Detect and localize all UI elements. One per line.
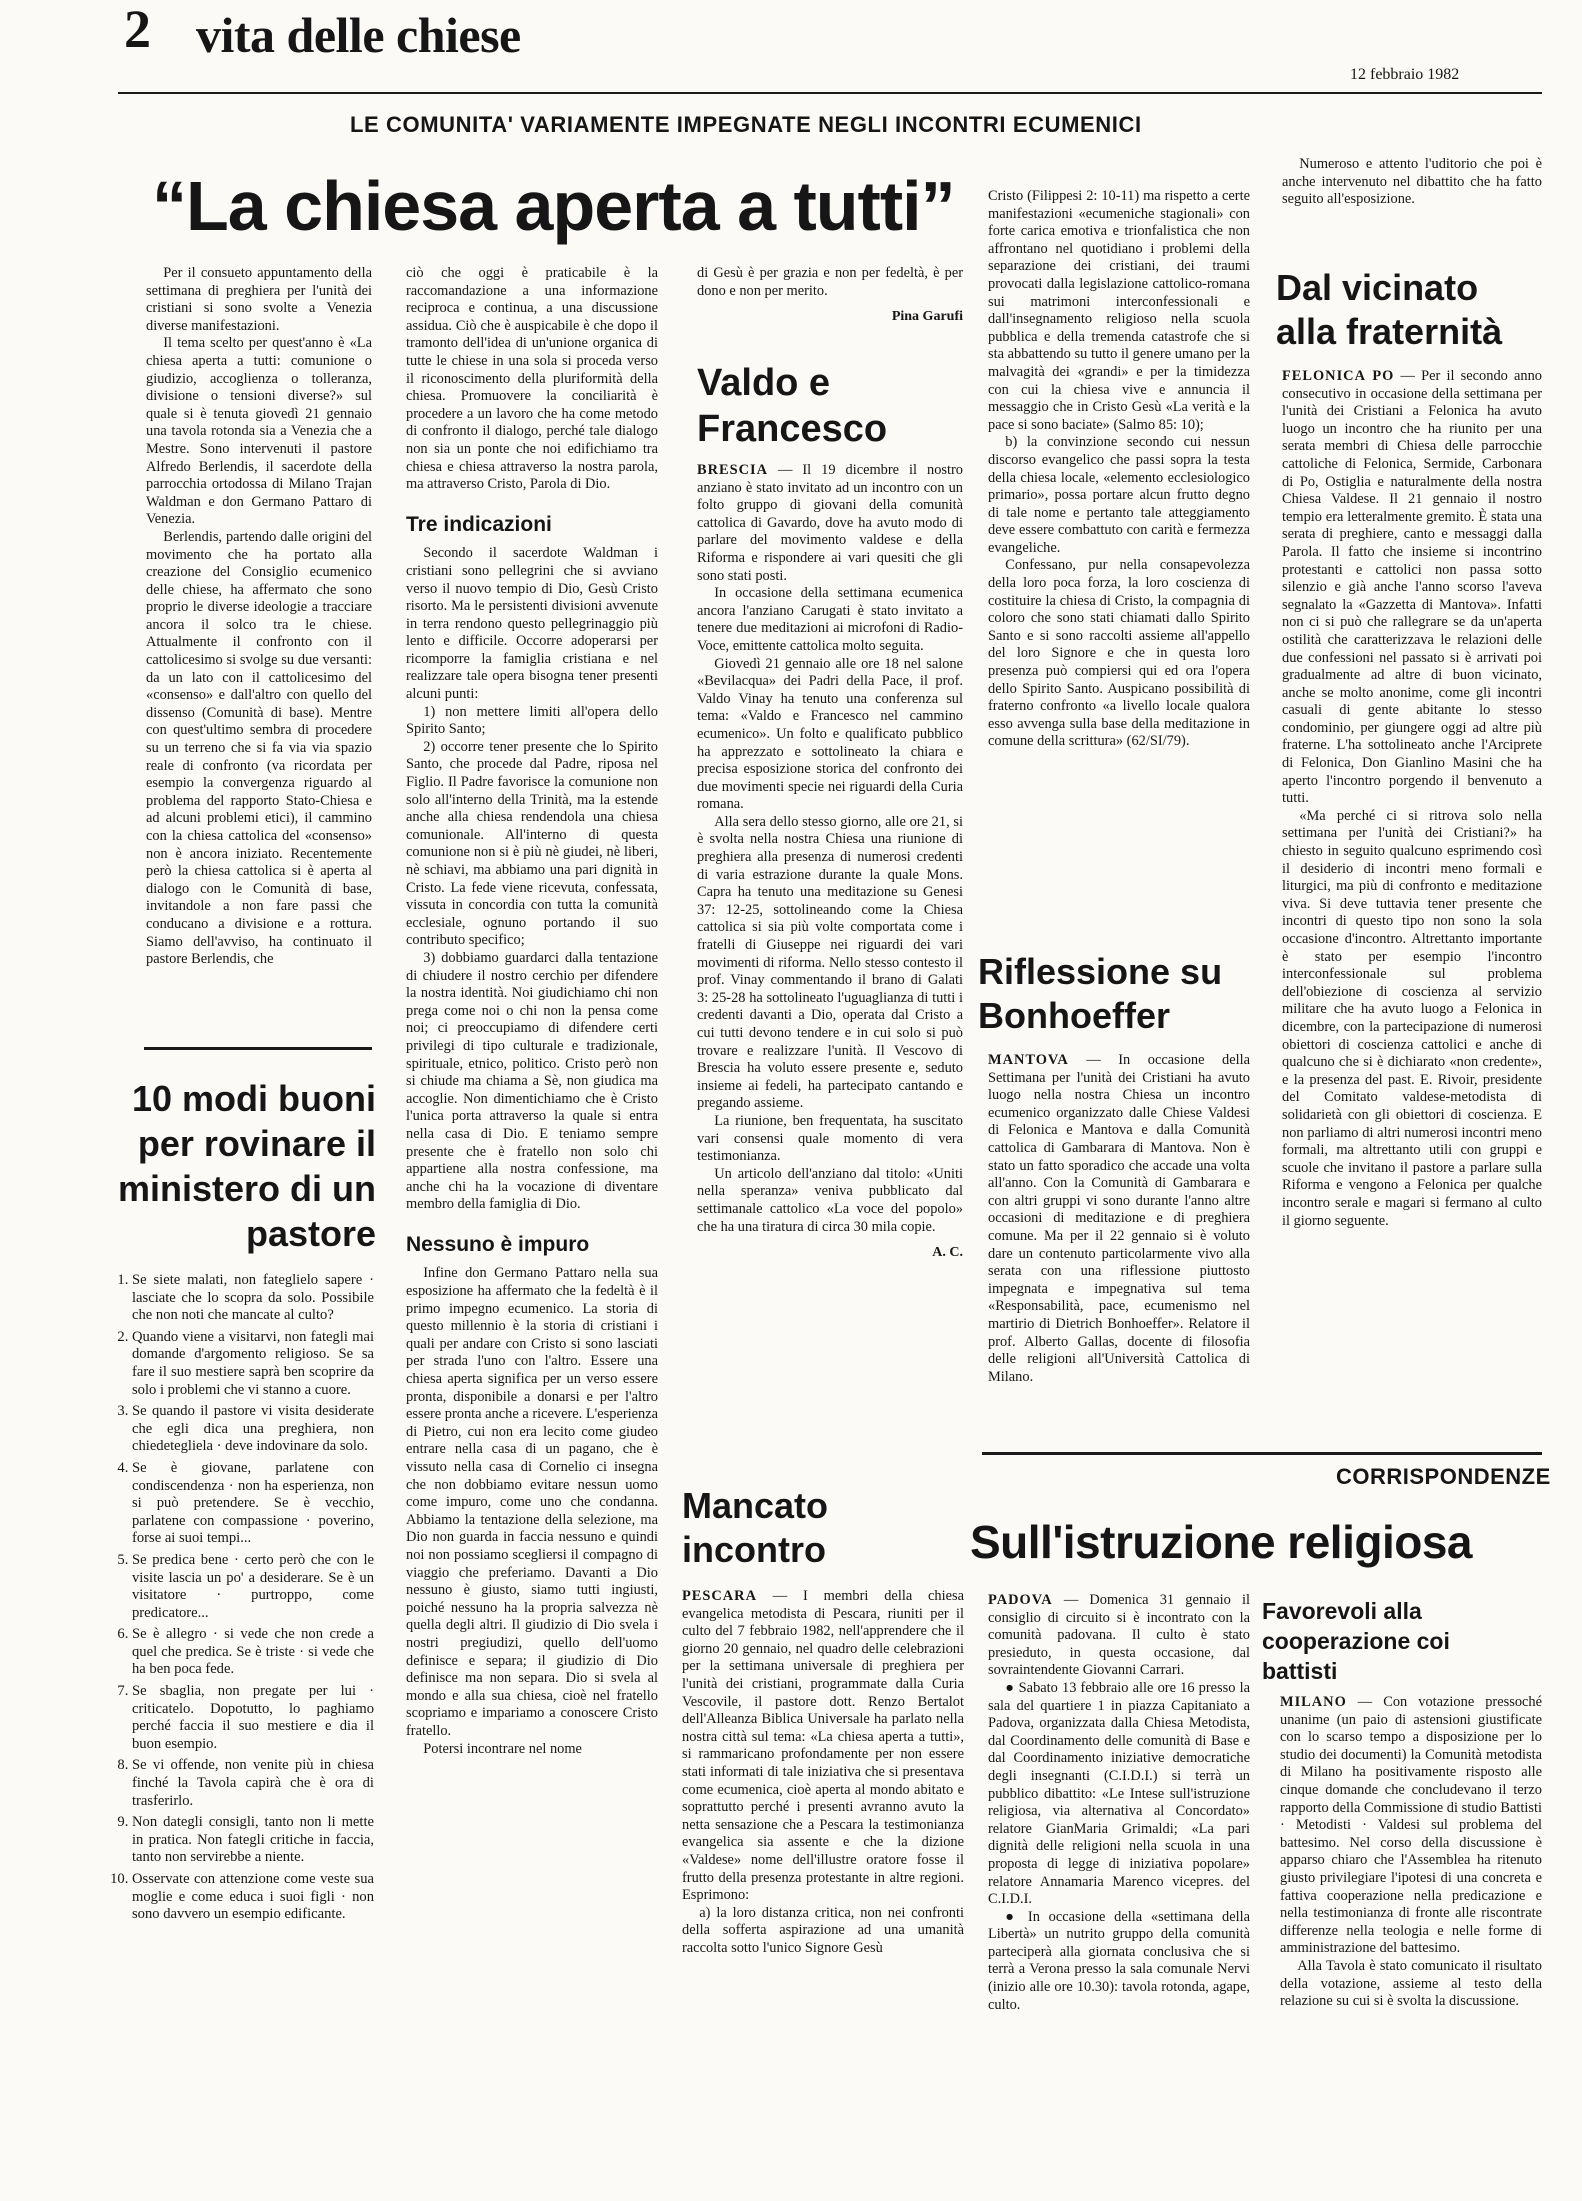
bonhoeffer-dateline: MANTOVA — [988, 1052, 1069, 1068]
nessuno-impuro-p2: Potersi incontrare nel nome — [423, 1740, 582, 1757]
padova-p1: PADOVA — Domenica 31 gennaio il consiglio di circuito si è incontrato con la comunità padovana. Il culto è stato presieduto, in questa occasione, dal sovraintendente Giovanni Carrari. — [988, 1592, 1250, 1679]
tre-indicazioni-intro: Secondo il sacerdote Waldman i cristiani sono pellegrini che si avviano verso il nuovo tempio di Dio, Gesù Cristo risorto. Ma le persistenti divisioni avvenute in terra rendono questo pellegrinaggio più lento e difficile. Occorre adoperarsi per ricomporre la famiglia cristiana e nel realizzare tale opera bisogna tener presenti alcuni punti: — [406, 545, 658, 703]
padova-p1-text: Domenica 31 gennaio il consiglio di circuito si è incontrato con la comunità padovana. Il culto è stato presieduto, in questa occasione, dal sovraintendente Giovanni Carrari. — [988, 1592, 1250, 1679]
main-article-col1 — [146, 265, 372, 969]
mancato-dateline: PESCARA — [682, 1588, 757, 1604]
ten-ways-item: 2. Quando viene a visitarvi, non fategli mai domande d'argomento religioso. Se sa fare il suo mestiere saprà ben scoprire da solo i problemi che vi stanno a cuore. — [132, 1329, 374, 1399]
valdo-article — [697, 462, 963, 1262]
mancato-p1-text: I membri della chiesa evangelica metodista di Pescara, riuniti per il culto del 7 febbraio 1982, nell'apprendere che il giorno 20 gennaio, nel quadro delle celebrazioni per la settimana universale di preghiera per l'unità dei cristiani, programmate dalla Curia Vescovile, il pastore dott. Renzo Bertalot dell'Alleanza Biblica Universale ha parlato nella nostra città sul tema: «La chiesa aperta a tutti», si rammaricano profondamente per non essere stati informati di tale iniziativa che si presentava come ecumenica, cioè aperta al mondo abitato e soprattutto perché i presenti avranno avuto la netta sensazione che a Pescara la testimonianza evangelica sia assente e che la dizione «Valdese» nome dell'illustre oratore fosse il frutto della presenza protestante in altre regioni. Esprimono: — [682, 1588, 964, 1904]
main-article-col2 — [406, 265, 658, 1758]
favorevoli-dateline: MILANO — [1280, 1694, 1347, 1710]
padova-p: ● In occasione della «settimana della Libertà» un nutrito gruppo della comunità parteciperà alla giornata conclusiva che si terrà a Verona presso la sala comunale Nervi (inizio alle ore 10.30): tavola rotonda, agape, culto. — [988, 1908, 1250, 2013]
ten-ways-item: 3. Se quando il pastore vi visita desiderate che egli dica una preghiera, non chiedetegliela · deve indovinare da solo. — [132, 1403, 374, 1456]
vicinato-p1: FELONICA PO — Per il secondo anno consecutivo in occasione della settimana per l'unità dei Cristiani a Felonica ha avuto luogo un incontro che ha riunito per una serata membri di Chiesa delle parrocchie cattoliche di Felonica, Sermide, Carbonara di Po, Ostiglia e naturalmente della nostra Chiesa Valdese. Il 21 gennaio il nostro tempio era letteralmente gremito. È stata una serata di preghiere, canto e messaggi dalla Parola. Il fatto che insieme si incontrino protestanti e cattolici non passa sotto silenzio e già anche l'anno scorso l'aveva segnalato la «Gazzetta di Mantova». Infatti non ci si può che rallegrare se da un'aperta ostilità che caratterizzava le relazioni delle due confessioni nel passato si è arrivati poi gradualmente ad altre di buon vicinato, anche se molto anonime, come gli incontri casuali di gente abitante lo stesso condominio, per giungere oggi ad altre più fraterne. L'ha sottolineato anche l'Arciprete di Felonica, Don Gianlino Masini che ha aperto l'incontro porgendo il benvenuto a tutti. — [1282, 368, 1542, 807]
mancato-title: Mancato incontro — [682, 1485, 829, 1570]
valdo-dateline: BRESCIA — [697, 462, 768, 478]
main-col2-p1: ciò che oggi è praticabile è la raccomandazione a una informazione reciproca e continua, a una discussione assidua. Ciò che è auspicabile è che dopo il tramonto dell'idea di un'unione organica di tutte le chiese in una sola si proceda verso il riconoscimento della pluriformità della chiesa. Promuovere la conciliarità è procedere a un lavoro che ha come metodo di confronto il dialogo, perché tale dialogo non sia un ponte che noi edifichiamo tra chiesa e chiesa attraverso la nostra parola, ma attraverso Cristo, Parola di Dio. — [406, 265, 658, 493]
ten-ways-item: 4. Se è giovane, parlatene con condiscendenza · non ha esperienza, non si può pretendere. Se è vecchio, parlatene con compassione · poverino, forse ai suoi tempi... — [132, 1460, 374, 1548]
ten-ways-item: 1. Se siete malati, non fateglielo sapere · lasciate che lo scopra da solo. Possibile che non noti che mancate al culto? — [132, 1272, 374, 1325]
tre-indicazioni-point: 1) non mettere limiti all'opera dello Spirito Santo; — [406, 703, 658, 738]
nessuno-impuro-p1: Infine don Germano Pattaro nella sua esposizione ha affermato che la fedeltà è il primo impegno ecumenico. La storia di questo millennio è la storia di cristiani i quali per andare con Cristo si sono lasciati per strada l'uno con l'altro. Essere una chiesa aperta significa per un verso essere pronta, disponibile a donarsi e per l'altro essere pronta anche a ricevere. L'esperienza di Pietro, cui non era lecito come giudeo entrare nella casa di un pagano, che è vissuto nella casa di Cornelio ci insegna che non dobbiamo evitare nessun uomo come impuro, come uno che condanna. Abbiamo la tentazione della selezione, ma Dio non guarda in faccia nessuno e quindi noi non possiamo scegliersi il compagno di viaggio che preferiamo. Davanti a Dio nessuno è giusto, siamo tutti ingiusti, poiché nessuno ha la propria salvezza nè quella degli altri. Il giudizio di Dio svela i nostri pregiudizi, quello dell'uomo definisce e separa; il giudizio di Dio definisce ma non separa. Dio si svela al mondo e alla sua chiesa, cioè nel fratello scopriamo e impariamo a conoscere Cristo fratello. — [406, 1265, 658, 1739]
issue-date: 12 febbraio 1982 — [1350, 66, 1460, 83]
main-col1-p3: Berlendis, partendo dalle origini del movimento che ha portato alla creazione del Consiglio ecumenico delle chiese, ha affermato che sono proprio le diverse ideologie a tracciare ancora il solco tra le chiese. Attualmente il confronto con il cattolicesimo si svolge su due versanti: da un lato con il cattolicesimo del «consenso» e dall'altro con quello del dissenso (Comunità di base). Mentre con quest'ultimo sembra di procedere su un terreno che si fa via via spazio reale di confronto (va ricordata per esempio la convergenza riguardo al problema del rapporto Stato-Chiesa e ad alcuni problemi etici), il cammino con la chiesa cattolica del «consenso» non è ancora iniziato. Recentemente però la chiesa cattolica si è aperta al dialogo con le Comunità di base, invitandole a non fare passi che conducano a divisione e a rottura. Siamo dell'avviso, ha continuato il pastore Berlendis, che — [146, 528, 372, 968]
col4-b: b) la convinzione secondo cui nessun discorso evangelico che passi sopra la testa della chiesa locale, «elemento ecclesiologico primario», possa portare alcun frutto degno di tale nome e pertanto tale atteggiamento deve essere combattuto con carità e fermezza evangeliche. — [988, 434, 1250, 556]
favorevoli-article — [1280, 1694, 1542, 2011]
valdo-p: Un articolo dell'anziano dal titolo: «Uniti nella speranza» veniva pubblicato dal settimanale cattolico «La voce del popolo» che ha una tiratura di circa 30 mila copie. — [697, 1165, 963, 1235]
valdo-p: In occasione della settimana ecumenica ancora l'anziano Carugati è stato invitato a tenere due meditazioni ai microfoni di Radio-Voce, emittente cattolica molto seguita. — [697, 585, 963, 654]
corrispondenze-label: CORRISPONDENZE — [1336, 1464, 1551, 1489]
valdo-signature: A. C. — [932, 1245, 963, 1261]
ten-ways-item: 6. Se è allegro · si vede che non crede a quel che predica. Se è triste · si vede che ha ben poca fede. — [132, 1626, 374, 1679]
favorevoli-p1: MILANO — Con votazione pressoché unanime (un paio di astensioni giustificate con lo scarso tempo a disposizione per lo studio dei documenti) la Comunità metodista di Milano ha positivamente risposto alle cinque domande che concludevano il terzo rapporto della Commissione di studio Battisti · Metodisti · Valdesi sul problema del battesimo. Nel corso della discussione è apparso chiaro che l'Assemblea ha ritenuto giusto privilegiare l'ipotesi di una concreta e fattiva cooperazione nella predicazione e nella testimonianza di fronte alle riscontrate differenze nella teologia e nelle forme di amministrazione del battesimo. — [1280, 1694, 1542, 1957]
bonhoeffer-p2: Numeroso e attento l'uditorio che poi è anche intervenuto nel dibattito che ha fatto seguito all'esposizione. — [1282, 156, 1542, 208]
padova-dateline: PADOVA — [988, 1592, 1053, 1608]
valdo-p1-text: Il 19 dicembre il nostro anziano è stato invitato ad un incontro con un folto gruppo di giovani della comunità cattolica di Gavardo, dove ha avuto modo di parlare del movimento valdese e della Riforma e rispondere ai vari quesiti che gli sono stati posti. — [697, 462, 963, 584]
bonhoeffer-p1-text: In occasione della Settimana per l'unità dei Cristiani ha avuto luogo nella nostra Chiesa un incontro ecumenico organizzato dalle Chiese Valdesi di Felonica e Mantova e dalla Comunità cattolica di Gambarara di Mantova. Non è stato un fatto sporadico che accade una volta all'anno. Con la Comunità di Gambarara e con altri gruppi vi sono durante l'anno altre occasioni di meditazione e di preghiera comune. Ma per il 22 gennaio si è voluto dare un contenuto particolarmente vivo alla serata con una riflessione piuttosto impegnata e impegnativa sul tema «Responsabilità, pace, ecumenismo nel martirio di Dietrich Bonhoeffer». Relatore il prof. Alberto Gallas, docente di filosofia delle religioni all'Università Cattolica di Milano. — [988, 1052, 1250, 1385]
col4-top: Cristo (Filippesi 2: 10-11) ma rispetto a certe manifestazioni «ecumeniche stagionali» con forte carica emotiva e trionfalistica che non affrontano nel quotidiano i problemi della separazione dei cristiani, dei traumi provocati dalla legislazione cattolico-romana sui matrimoni interconfessionali e dall'insegnamento religioso nella scuola pubblica e della tremenda catastrofe che si sta abbattendo su tutto il genere umano per la malvagità dei «grandi» e per la timidezza con cui la chiesa vive e annuncia il messaggio che in Cristo Gesù «La verità e la pace si sono baciate» (Salmo 85: 10); — [988, 188, 1250, 433]
favorevoli-p2: Alla Tavola è stato comunicato il risultato della votazione, assieme al testo della relazione su cui si è svolta la discussione. — [1280, 1957, 1542, 2010]
main-signature: Pina Garufi — [891, 309, 963, 325]
favorevoli-title: Favorevoli alla cooperazione coi battisti — [1262, 1598, 1450, 1684]
bonhoeffer-article — [988, 1052, 1250, 1386]
tre-indicazioni-point: 3) dobbiamo guardarci dalla tentazione di chiudere il nostro cerchio per difendere la nostra identità. Noi giudichiamo chi non prega come noi o chi non la pensa come noi; ci preoccupiamo di difendere certi privilegi di tipo culturale e tradizionale, spirituale, etnico, politico. Cristo però non si chiude ma chiama a Sè, non giudica ma accoglie. Non dimentichiamo che è Cristo l'unica porta attraverso la quale si entra nella casa di Dio. E teniamo sempre presente che è fratello non solo chi appartiene alla nostra confessione, ma anche chi ha la vocazione di diventare membro della famiglia di Dio. — [406, 949, 658, 1213]
subhead-tre-indicazioni: Tre indicazioni — [406, 512, 552, 536]
valdo-title: Valdo e Francesco — [697, 362, 888, 450]
ten-ways-item: 9. Non dategli consigli, tanto non li mette in pratica. Non fategli critiche in faccia, tanto non servirebbe a niente. — [132, 1814, 374, 1867]
main-headline: “La chiesa aperta a tutti” — [152, 167, 955, 245]
main-article-col3 — [697, 265, 963, 326]
mancato-p2: a) la loro distanza critica, non nei confronti della sofferta aspirazione ad una umanità raccolta sotto l'unico Signore Gesù — [682, 1904, 964, 1956]
vicinato-article — [1282, 368, 1542, 1230]
kicker: LE COMUNITA' VARIAMENTE IMPEGNATE NEGLI INCONTRI ECUMENICI — [350, 112, 1142, 137]
col1-divider-rule — [144, 1047, 372, 1050]
header-rule — [118, 92, 1542, 94]
ten-ways-item: 5. Se predica bene · certo però che con le visite lascia un po' a desiderare. Se è un visitatore · purtroppo, come predicatore... — [132, 1552, 374, 1622]
tre-indicazioni-point: 2) occorre tener presente che lo Spirito Santo, che procede dal Padre, riposa nel Figlio. Il Padre favorisce la comunione non solo all'interno della Trinità, ma la estende anche alla chiesa rendendola una chiesa comunionale. All'interno di questa comunione non si è più nè giudei, nè liberi, nè schiavi, ma abbiamo una pari dignità in Cristo. La fede viene ricevuta, confessata, vissuta in concordia con tutta la comunità ecclesiale, ognuno portando il suo contributo specifico; — [406, 738, 658, 949]
corrispondenze-headline: Sull'istruzione religiosa — [970, 1516, 1472, 1568]
vicinato-p2: «Ma perché ci si ritrova solo nella settimana per l'unità dei Cristiani?» ha chiesto in seguito qualcuno esprimendo così il desiderio di incontri meno formali e liturgici, ma più di confronto e meditazione viva. Si deve tuttavia tener presente che incontri di questo tipo non sono la sola occasione d'incontro. Altrettanto importante è stato per esempio l'incontro interconfessionale sul problema dell'obiezione di coscienza al servizio militare che ha avuto luogo a Felonica in dicembre, con la partecipazione di numerosi obiettori di coscienza cattolici e anche di qualcuno che si è dichiarato «non credente», e la presenza del past. E. Rivoir, presidente del Comitato valdese-metodista di solidarietà con gli obiettori di coscienza. E non parliamo di altri numerosi incontri meno formali, ma altrettanto utili con gruppi e scuole che invitano il pastore a parlare sulla Riforma e vengono a Felonica per qualche incontro serale e magari si fermano al culto il giorno seguente. — [1282, 807, 1542, 1229]
ten-ways-item: 8. Se vi offende, non venite più in chiesa finché la Tavola capirà che è ora di trasferirlo. — [132, 1757, 374, 1810]
col4-c: Confessano, pur nella consapevolezza della loro poca forza, la loro coscienza di costituire la chiesa di Cristo, la compagnia di coloro che sono stati chiamati dallo Spirito Santo e si sono raccolti assieme all'appello del loro Signore e che in questa loro presenza può compiersi qui ed ora l'opera dello Spirito Santo. Auspicano possibilità di fraterno confronto «a livello locale qualora esso avvenga sulla base della meditazione in comune della scrittura» (62/SI/79). — [988, 557, 1250, 750]
padova-p: ● Sabato 13 febbraio alle ore 16 presso la sala del quartiere 1 in piazza Capitaniato a Padova, organizzata dalla Chiesa Metodista, dal Coordinamento delle comunità di Base e dal Coordinamento iniziative democratiche degli insegnanti (C.I.D.I.) si terrà un pubblico dibattito: «Le Intese sull'istruzione religiosa, via alternativa al Concordato» relatore GianMaria Grimaldi; «La pari dignità delle religioni nella scuola in una proposta di legge di iniziativa popolare» relatore Annamaria Marenco vicepres. del C.I.D.I. — [988, 1679, 1250, 1908]
valdo-p: Alla sera dello stesso giorno, alle ore 21, si è svolta nella nostra Chiesa una riunione di preghiera alla presenza di numerosi credenti di varia estrazione durante la quale Mons. Capra ha tenuto una meditazione su Genesi 37: 12-25, sottolineando come la Chiesa cattolica si sia più volte comportata come i fratelli di Giuseppe nei riguardi dei vari movimenti di riforma. Nello stesso contesto il prof. Vinay commentando il brano di Galati 3: 25-28 ha sottolineato l'uguaglianza di tutti i credenti davanti a Dio, operata dal Cristo a cui tutti devono tendere e in cui solo si può trovare e realizzare l'unità. Il Vescovo di Brescia ha voluto essere presente e, seduto insieme ai fedeli, ha partecipato cantando e pregando assieme. — [697, 813, 963, 1112]
bonhoeffer-title: Riflessione su Bonhoeffer — [978, 951, 1223, 1036]
ten-ways-list — [102, 1272, 374, 1928]
ten-ways-item: 10. Osservate con attenzione come veste sua moglie e come educa i suoi figli · non sono davvero un esempio edificante. — [132, 1871, 374, 1924]
subhead-nessuno-impuro: Nessuno è impuro — [406, 1232, 590, 1256]
bonhoeffer-continuation — [1282, 156, 1542, 209]
main-col3-top: di Gesù è per grazia e non per fedeltà, è per dono e non per merito. — [697, 265, 963, 299]
ten-ways-item: 7. Se sbaglia, non pregate per lui · criticatelo. Dopotutto, lo paghiamo perché faccia il suo mestiere e dia il buon esempio. — [132, 1683, 374, 1753]
corrispondenze-rule — [982, 1452, 1542, 1455]
page-number: 2 — [124, 0, 151, 59]
padova-article — [988, 1592, 1250, 2014]
mancato-article — [682, 1588, 964, 1957]
valdo-p1: BRESCIA — Il 19 dicembre il nostro anziano è stato invitato ad un incontro con un folto gruppo di giovani della comunità cattolica di Gavardo, dove ha avuto modo di parlare del movimento valdese e della Riforma e rispondere ai vari quesiti che gli sono stati posti. — [697, 462, 963, 584]
main-col1-p2: Il tema scelto per quest'anno è «La chiesa aperta a tutti: comunione o giudizio, accoglienza o tolleranza, divisione o tensioni diverse?» sul quale si è tenuta giovedì 21 gennaio una tavola rotonda sia a Venezia che a Mestre. Sono intervenuti il pastore Alfredo Berlendis, il sacerdote della parrocchia ortodossa di Milano Trajan Waldman e don Germano Pattaro di Venezia. — [146, 335, 372, 528]
valdo-p: La riunione, ben frequentata, ha suscitato vari consensi quale momento di vera testimonianza. — [697, 1112, 963, 1165]
vicinato-p1-text: Per il secondo anno consecutivo in occasione della settimana per l'unità dei Cristiani a Felonica ha avuto luogo un incontro che ha riunito per una serata membri di Chiesa delle parrocchie cattoliche di Felonica, Sermide, Carbonara di Po, Ostiglia e naturalmente della nostra Chiesa Valdese. Il 21 gennaio il nostro tempio era letteralmente gremito. È stata una serata di preghiere, canto e messaggi dalla Parola. Il fatto che insieme si incontrino protestanti e cattolici non passa sotto silenzio e già anche l'anno scorso l'aveva segnalato la «Gazzetta di Mantova». Infatti non ci si può che rallegrare se da un'aperta ostilità che caratterizzava le relazioni delle due confessioni nel passato si è arrivati poi gradualmente ad altre di buon vicinato, anche se molto anonime, come gli incontri casuali di gente abitante lo stesso condominio, per giungere oggi ad altre più fraterne. L'ha sottolineato anche l'Arciprete di Felonica, Don Gianlino Masini che ha aperto l'incontro porgendo il benvenuto a tutti. — [1282, 368, 1542, 807]
vicinato-title: Dal vicinato alla fraternità — [1276, 267, 1503, 352]
section-title: vita delle chiese — [196, 7, 521, 63]
mancato-p1: PESCARA — I membri della chiesa evangelica metodista di Pescara, riuniti per il culto del 7 febbraio 1982, nell'apprendere che il giorno 20 gennaio, nel quadro delle celebrazioni per la settimana universale di preghiera per l'unità dei cristiani, programmate dalla Curia Vescovile, il pastore dott. Renzo Bertalot dell'Alleanza Biblica Universale ha parlato nella nostra città sul tema: «La chiesa aperta a tutti», si rammaricano profondamente per non essere stati informati di tale iniziativa che si presentava come ecumenica, cioè aperta al mondo abitato e soprattutto perché i presenti avranno avuto la netta sensazione che a Pescara la testimonianza evangelica sia assente e che la dizione «Valdese» nome dell'illustre oratore fosse il frutto della presenza protestante in altre regioni. Esprimono: — [682, 1588, 964, 1904]
bonhoeffer-p1: MANTOVA — In occasione della Settimana per l'unità dei Cristiani ha avuto luogo nella nostra Chiesa un incontro ecumenico organizzato dalle Chiese Valdesi di Felonica e Mantova e dalla Comunità cattolica di Gambarara di Mantova. Non è stato un fatto sporadico che accade una volta all'anno. Con la Comunità di Gambarara e con altri gruppi vi sono durante l'anno altre occasioni di meditazione e di preghiera comune. Ma per il 22 gennaio si è voluto dare un contenuto particolarmente vivo alla serata con una riflessione piuttosto impegnata e impegnativa sul tema «Responsabilità, pace, ecumenismo nel martirio di Dietrich Bonhoeffer». Relatore il prof. Alberto Gallas, docente di filosofia delle religioni all'Università Cattolica di Milano. — [988, 1052, 1250, 1385]
col4-continuation — [988, 188, 1250, 751]
vicinato-dateline: FELONICA PO — [1282, 368, 1395, 384]
favorevoli-p1-text: Con votazione pressoché unanime (un paio di astensioni giustificate con lo scarso tempo a disposizione per lo studio dei documenti) la Comunità metodista di Milano ha positivamente risposto alle cinque domande che concludevano il terzo rapporto della Commissione di studio Battisti · Metodisti · Valdesi sul problema del battesimo. Nel corso della discussione è apparso chiaro che l'Assemblea ha ritenuto giusto privilegiare l'ipotesi di una concreta e fattiva cooperazione nella predicazione e nella testimonianza di fronte alle riscontrate differenze nella teologia e nelle forme di amministrazione del battesimo. — [1280, 1694, 1542, 1957]
main-col1-p1: Per il consueto appuntamento della settimana di preghiera per l'unità dei cristiani si sono svolte a Venezia diverse manifestazioni. — [146, 265, 372, 334]
ten-ways-title: 10 modi buoni per rovinare il ministero di un pastore — [117, 1078, 376, 1254]
valdo-p: Giovedì 21 gennaio alle ore 18 nel salone «Bevilacqua» dei Padri della Pace, il prof. Valdo Vinay ha tenuto una conferenza sul tema: «Valdo e Francesco nel cammino ecumenico». Un folto e qualificato pubblico ha apprezzato e sottolineato la chiara e precisa esposizione storica del confronto dei due movimenti specie nei riguardi della Curia romana. — [697, 655, 963, 813]
